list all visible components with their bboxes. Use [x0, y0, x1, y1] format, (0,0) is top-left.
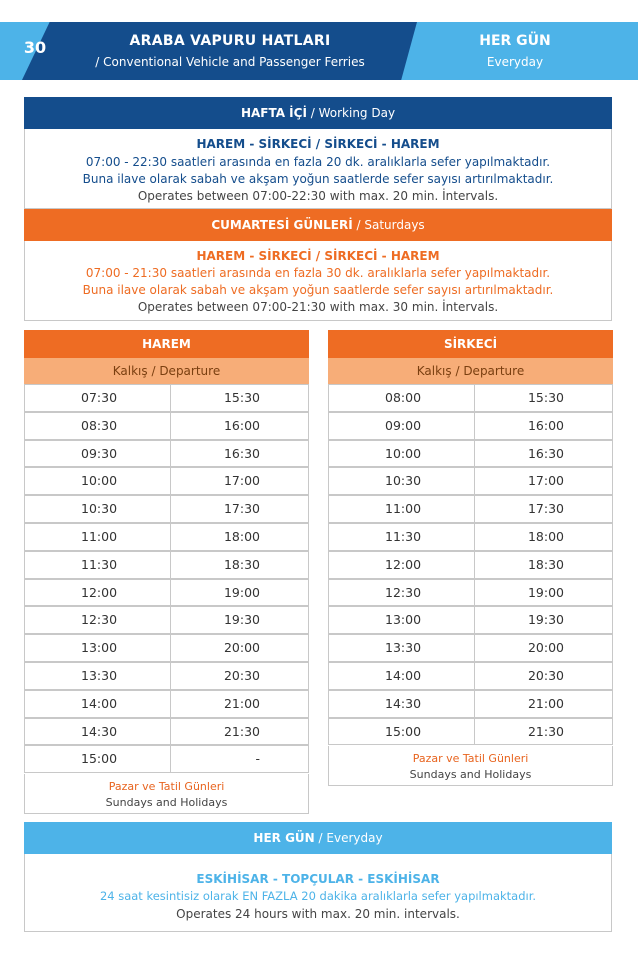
departure-time-col1: 12:30: [25, 607, 171, 633]
departure-time-col2: 21:00: [223, 695, 260, 711]
departure-time-col1: 11:30: [25, 552, 171, 578]
departure-time-col2: 20:30: [527, 668, 564, 683]
departure-time-col1: 07:30: [25, 385, 171, 411]
sirkeci-note-tr: Pazar ve Tatil Günleri: [412, 752, 529, 765]
weekday-band-bold: HAFTA İÇİ: [240, 106, 307, 120]
table-row: [24, 718, 309, 746]
sirkeci-table-title: SİRKECİ: [328, 330, 613, 358]
departure-time-col2: 16:30: [223, 445, 260, 461]
departure-time-col1: 13:00: [25, 635, 171, 661]
saturday-line1: 07:00 - 21:30 saatleri arasında en fazla 30 dk. aralıklarla sefer yapılmaktadır.: [85, 266, 551, 280]
departure-time-col1: 15:00: [25, 746, 171, 772]
table-row: [328, 440, 613, 468]
table-row: [328, 523, 613, 551]
departure-time-col1: 10:30: [329, 468, 475, 494]
departure-time-col2: 16:00: [527, 417, 564, 433]
departure-time-col2: 16:00: [223, 417, 260, 433]
departure-time-col2: 15:30: [527, 390, 564, 405]
weekday-route: HAREM - SİRKECİ / SİRKECİ - HAREM: [196, 137, 440, 151]
everyday-band-rest: / Everyday: [314, 831, 383, 845]
departure-time-col2: 17:00: [223, 473, 260, 489]
departure-time-col2: 18:00: [223, 529, 260, 544]
departure-time-col1: 10:00: [25, 468, 171, 494]
departure-time-col1: 14:30: [329, 691, 475, 717]
harem-note-en: Sundays and Holidays: [105, 796, 228, 809]
departure-time-col1: 11:30: [329, 524, 475, 550]
departure-time-col2: 17:30: [223, 501, 260, 517]
weekday-band: [24, 97, 612, 129]
sirkeci-table-subtitle: Kalkış / Departure: [328, 358, 613, 384]
sirkeci-note-en: Sundays and Holidays: [409, 768, 532, 781]
departure-time-col1: 13:30: [329, 635, 475, 661]
departure-time-col2: 21:00: [527, 695, 564, 711]
departure-time-col2: -: [255, 751, 260, 767]
departure-time-col2: 18:30: [527, 556, 564, 572]
departure-time-col1: 15:00: [329, 719, 475, 745]
everyday-band-bold: HER GÜN: [253, 831, 315, 845]
table-row: [24, 690, 309, 718]
departure-time-col1: 10:00: [329, 441, 475, 467]
weekday-line1: 07:00 - 22:30 saatleri arasında en fazla 20 dk. aralıklarla sefer yapılmaktadır.: [85, 155, 551, 169]
departure-time-col1: 14:00: [329, 663, 475, 689]
weekday-band-rest: / Working Day: [306, 106, 396, 120]
table-row: [24, 495, 309, 523]
departure-time-col1: 14:30: [25, 719, 171, 745]
page-title: ARABA VAPURU HATLARI: [129, 33, 331, 49]
saturday-band-bold: CUMARTESİ GÜNLERİ: [211, 218, 353, 232]
frequency-subtitle: Everyday: [486, 55, 544, 69]
departure-time-col2: 19:00: [527, 584, 564, 600]
everyday-line2: Operates 24 hours with max. 20 min. intervals.: [176, 907, 460, 921]
departure-time-col2: 19:30: [527, 612, 564, 628]
table-row: [24, 523, 309, 551]
departure-time-col1: 12:30: [329, 580, 475, 606]
departure-time-col1: 12:00: [25, 580, 171, 606]
saturday-line2: Buna ilave olarak sabah ve akşam yoğun saatlerde sefer sayısı artırılmaktadır.: [82, 283, 554, 297]
weekday-line2: Buna ilave olarak sabah ve akşam yoğun saatlerde sefer sayısı artırılmaktadır.: [82, 172, 554, 186]
table-row: [24, 384, 309, 412]
departure-time-col2: 20:00: [223, 640, 260, 656]
saturday-line3: Operates between 07:00-21:30 with max. 30 min. İntervals.: [137, 300, 499, 314]
departure-time-col1: 08:00: [329, 385, 475, 411]
departure-time-col1: 09:30: [25, 441, 171, 467]
departure-time-col2: 15:30: [223, 390, 260, 405]
table-row: [328, 718, 613, 746]
departure-time-col1: 13:30: [25, 663, 171, 689]
table-row: [328, 579, 613, 607]
departure-time-col1: 13:00: [329, 607, 475, 633]
everyday-band: [24, 822, 612, 854]
table-row: [24, 440, 309, 468]
departure-time-col2: 21:30: [223, 723, 260, 739]
table-row: [328, 606, 613, 634]
table-row: [328, 467, 613, 495]
table-row: [328, 690, 613, 718]
departure-time-col2: 19:00: [223, 584, 260, 600]
departure-time-col2: 21:30: [527, 723, 564, 739]
table-row: [24, 579, 309, 607]
table-row: [328, 551, 613, 579]
departure-time-col2: 17:00: [527, 473, 564, 489]
harem-note-tr: Pazar ve Tatil Günleri: [108, 780, 225, 793]
departure-time-col2: 16:30: [527, 445, 564, 461]
saturday-route: HAREM - SİRKECİ / SİRKECİ - HAREM: [196, 249, 440, 263]
table-row: [328, 412, 613, 440]
table-row: [328, 384, 613, 412]
departure-time-col2: 18:30: [223, 556, 260, 572]
frequency-title: HER GÜN: [479, 33, 551, 49]
table-row: [24, 467, 309, 495]
saturday-band-rest: / Saturdays: [352, 218, 425, 232]
page-number: 30: [23, 38, 47, 57]
page-subtitle: / Conventional Vehicle and Passenger Ferries: [95, 55, 365, 69]
departure-time-col2: 19:30: [223, 612, 260, 628]
weekday-line3: Operates between 07:00-22:30 with max. 20 min. İntervals.: [137, 189, 499, 203]
departure-time-col1: 14:00: [25, 691, 171, 717]
departure-time-col1: 12:00: [329, 552, 475, 578]
departure-time-col2: 20:30: [223, 668, 260, 683]
departure-time-col1: 08:30: [25, 413, 171, 439]
harem-table-title: HAREM: [24, 330, 309, 358]
departure-time-col2: 18:00: [527, 529, 564, 544]
header-title-panel: [22, 22, 417, 80]
departure-time-col2: 17:30: [527, 501, 564, 517]
table-row: [328, 634, 613, 662]
table-row: [328, 662, 613, 690]
table-row: [328, 495, 613, 523]
harem-table-subtitle: Kalkış / Departure: [24, 358, 309, 384]
departure-time-col1: 10:30: [25, 496, 171, 522]
departure-time-col2: 20:00: [527, 640, 564, 656]
table-row: [24, 551, 309, 579]
everyday-line1: 24 saat kesintisiz olarak EN FAZLA 20 dakika aralıklarla sefer yapılmaktadır.: [99, 889, 537, 903]
saturday-band: [24, 209, 612, 241]
table-row: [24, 606, 309, 634]
everyday-route: ESKİHİSAR - TOPÇULAR - ESKİHİSAR: [196, 872, 440, 886]
table-row: [24, 662, 309, 690]
departure-time-col1: 11:00: [329, 496, 475, 522]
departure-time-col1: 11:00: [25, 524, 171, 550]
table-row: [24, 634, 309, 662]
table-row: [24, 745, 309, 773]
departure-time-col1: 09:00: [329, 413, 475, 439]
table-row: [24, 412, 309, 440]
